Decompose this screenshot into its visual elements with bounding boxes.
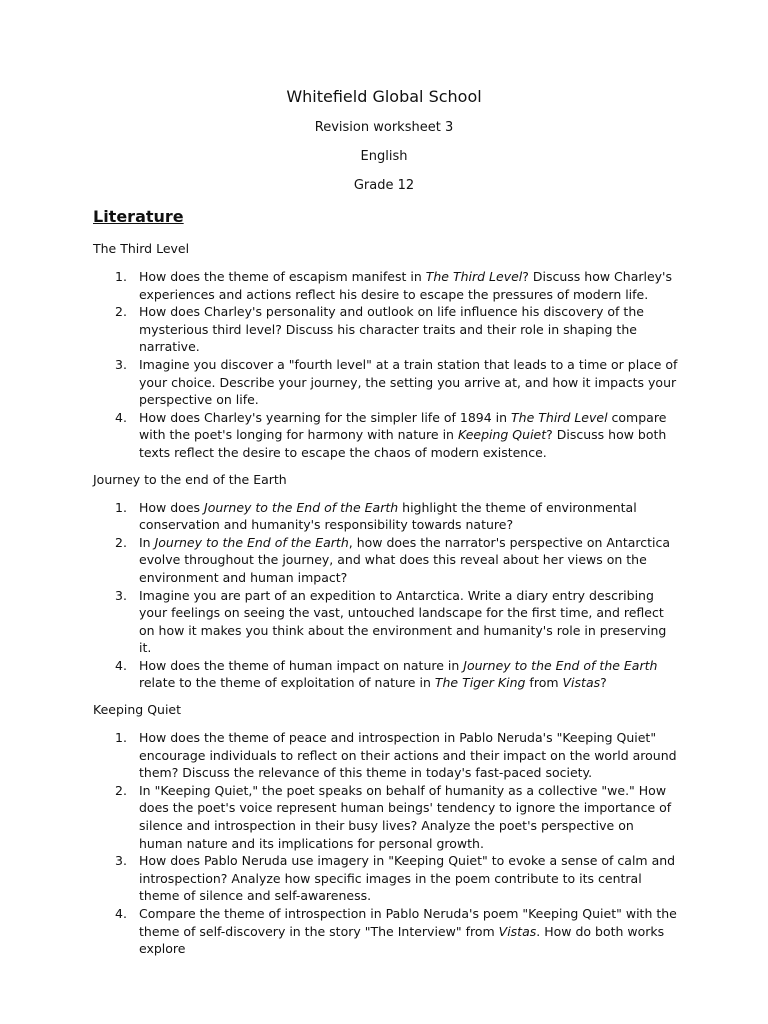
title-reference: The Third Level (511, 409, 608, 425)
question-text-segment: How does the theme of peace and introspection in Pablo Neruda's "Keeping Quiet" encourage individuals to reflect on their actions and their impact on the world around them? Discuss the relevance of this theme in today's fast-paced society. (139, 730, 677, 781)
question-text (139, 783, 671, 851)
question-text-segment: ? (600, 675, 607, 691)
question-text (139, 357, 677, 407)
question-text-segment: Imagine you discover a "fourth level" at a train station that leads to a time or place of your choice. Describe your journey, the setting you arrive at, and how it impacts your perspective on life. (139, 356, 678, 408)
title-reference: Journey to the End of the Earth (204, 499, 399, 515)
grade-label: Grade 12 (353, 178, 415, 193)
question-text (139, 853, 675, 903)
question-text-segment: , how does the narrator's perspective on Antarctica evolve throughout the journey, and what does this reveal about her views on the environment and human impact? (139, 534, 671, 585)
section-title: Journey to the end of the Earth (93, 471, 287, 487)
question-text (139, 535, 670, 585)
question-number: 3. (115, 853, 127, 869)
title-reference: Journey to the End of the Earth (154, 534, 349, 550)
question-number: 2. (115, 304, 127, 320)
question-text-segment: How does Charley's personality and outlook on life influence his discovery of the mysterious third level? Discuss his character traits and their role in shaping the narrative. (139, 304, 644, 355)
question-text-segment: relate to the theme of exploitation of nature in (139, 675, 435, 691)
question-text (139, 588, 666, 656)
question-text-segment: How does Charley's yearning for the simpler life of 1894 in (139, 409, 512, 425)
question-item (93, 356, 678, 409)
question-item (93, 303, 678, 356)
question-item (93, 729, 678, 782)
question-text-segment: from (525, 675, 563, 691)
question-number: 4. (115, 906, 127, 921)
question-item (93, 782, 678, 852)
question-text-segment: ? Discuss how both texts reflect the desire to escape the chaos of modern existence. (139, 427, 667, 460)
title-reference: Vistas (562, 675, 601, 691)
question-text-segment: In (139, 534, 155, 550)
question-item (93, 852, 678, 905)
question-item (93, 534, 678, 587)
question-text (139, 269, 672, 302)
subject-name: English (360, 149, 408, 164)
question-item (93, 409, 678, 462)
section-title: Keeping Quiet (93, 702, 182, 718)
title-reference: Vistas (498, 923, 537, 939)
question-item (93, 499, 678, 534)
question-text-segment: How does the theme of escapism manifest in (139, 269, 426, 284)
question-list (93, 499, 678, 693)
question-text (139, 500, 637, 533)
question-text (139, 304, 644, 354)
question-number: 1. (115, 730, 127, 746)
worksheet-title: Revision worksheet 3 (314, 120, 454, 135)
worksheet-content (93, 206, 678, 967)
question-number: 4. (115, 409, 127, 425)
question-number: 2. (115, 534, 127, 550)
question-text-segment: How does Pablo Neruda use imagery in "Keeping Quiet" to evoke a sense of calm and introspection? Analyze how specific images in the poem contribute to its central theme of silence and self-awareness. (139, 853, 676, 904)
question-text (139, 658, 657, 691)
question-text-segment: compare with the poet's longing for harmony with nature in (139, 409, 667, 443)
question-text-segment: Compare the theme of introspection in Pablo Neruda's poem "Keeping Quiet" with the theme of self-discovery in the story "The Interview" from (139, 906, 677, 939)
question-text-segment: How does the theme of human impact on nature in (139, 657, 464, 673)
question-number: 3. (115, 356, 127, 372)
question-item (93, 657, 678, 692)
question-text-segment: In "Keeping Quiet," the poet speaks on behalf of humanity as a collective "we." How does the poet's voice represent human beings' tendency to ignore the importance of silence and introspection in their busy lives? Analyze the poet's perspective on human nature and its implications for personal growth. (139, 782, 672, 851)
question-text-segment: How does (139, 499, 205, 515)
question-text (139, 906, 677, 956)
question-text (139, 730, 677, 780)
question-text-segment: Imagine you are part of an expedition to Antarctica. Write a diary entry describing your feelings on seeing the vast, untouched landscape for the first time, and reflect on how it makes you think about the environment and humanity's role in preserving it. (139, 587, 667, 656)
question-item (93, 268, 678, 303)
question-number: 2. (115, 782, 127, 798)
title-reference: Journey to the End of the Earth (463, 657, 658, 673)
question-number: 1. (115, 499, 127, 515)
question-text-segment: . How do both works explore (139, 923, 665, 957)
school-name: Whitefield Global School (286, 87, 482, 106)
title-reference: The Tiger King (434, 675, 526, 691)
question-item (93, 905, 678, 958)
question-item (93, 587, 678, 657)
question-list (93, 268, 678, 462)
section-title: The Third Level (93, 241, 190, 256)
question-number: 1. (115, 269, 127, 284)
title-reference: Keeping Quiet (457, 427, 547, 443)
question-text (139, 410, 666, 460)
question-number: 4. (115, 657, 127, 673)
literature-heading: Literature (93, 207, 184, 226)
question-number: 3. (115, 587, 127, 603)
question-text-segment: highlight the theme of environmental conservation and humanity's responsibility towards nature? (139, 499, 637, 533)
title-reference: The Third Level (425, 269, 523, 284)
sections-container (93, 240, 678, 958)
question-text-segment: ? Discuss how Charley's experiences and actions reflect his desire to escape the pressures of modern life. (139, 269, 673, 302)
question-list (93, 729, 678, 958)
